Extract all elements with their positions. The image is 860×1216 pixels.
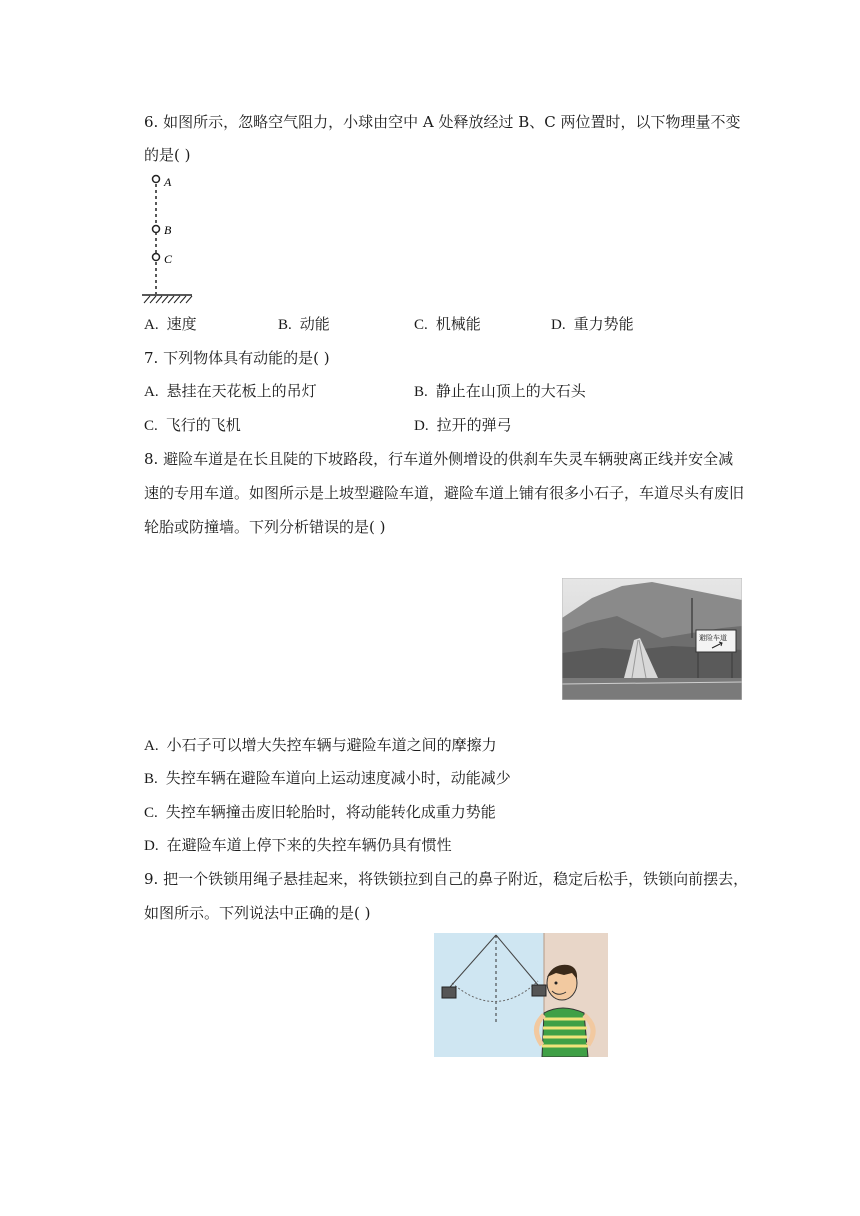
ball-b-marker [153, 226, 160, 233]
q8-option-a[interactable]: A. 小石子可以增大失控车辆与避险车道之间的摩擦力 [144, 736, 497, 754]
q9-stem-line1: 9. 把一个铁锁用绳子悬挂起来，将铁锁拉到自己的鼻子附近，稳定后松手，铁锁向前摆去， [144, 870, 749, 888]
q8-escape-ramp-photo [562, 578, 742, 700]
ramp-sign-text: 避险车道 [699, 634, 727, 642]
q6-option-a[interactable]: A. 速度 [144, 315, 197, 333]
q9-stem-line2: 如图所示。下列说法中正确的是( ) [144, 904, 371, 922]
label-b: B [164, 223, 172, 237]
ball-c-marker [153, 254, 160, 261]
q9-pendulum-lock-illustration [434, 933, 608, 1057]
lock-icon [532, 985, 546, 996]
q7-option-d[interactable]: D. 拉开的弹弓 [414, 416, 512, 434]
q8-option-c[interactable]: C. 失控车辆撞击废旧轮胎时，将动能转化成重力势能 [144, 803, 496, 821]
q8-stem-line1: 8. 避险车道是在长且陡的下坡路段，行车道外侧增设的供刹车失灵车辆驶离正线并安全减 [144, 450, 734, 468]
label-c: C [164, 252, 173, 266]
q7-stem: 7. 下列物体具有动能的是( ) [144, 349, 330, 367]
q7-option-b[interactable]: B. 静止在山顶上的大石头 [414, 382, 586, 400]
lock-icon [442, 987, 456, 998]
label-a: A [164, 175, 172, 189]
q7-option-c[interactable]: C. 飞行的飞机 [144, 416, 241, 434]
q6-option-c[interactable]: C. 机械能 [414, 315, 481, 333]
q6-falling-ball-figure [140, 170, 200, 310]
ground-hatch [144, 296, 192, 303]
q6-stem-line1: 6. 如图所示，忽略空气阻力，小球由空中 A 处释放经过 B、C 两位置时，以下物理量不变 [144, 113, 741, 131]
q6-stem-line2: 的是( ) [144, 146, 191, 164]
q8-option-b[interactable]: B. 失控车辆在避险车道向上运动速度减小时，动能减少 [144, 769, 511, 787]
ball-a-marker [153, 176, 160, 183]
q8-stem-line3: 轮胎或防撞墙。下列分析错误的是( ) [144, 518, 386, 536]
q7-option-a[interactable]: A. 悬挂在天花板上的吊灯 [144, 382, 317, 400]
q6-option-d[interactable]: D. 重力势能 [551, 315, 634, 333]
q8-option-d[interactable]: D. 在避险车道上停下来的失控车辆仍具有惯性 [144, 836, 452, 854]
q8-stem-line2: 速的专用车道。如图所示是上坡型避险车道，避险车道上铺有很多小石子，车道尽头有废旧 [144, 484, 745, 502]
q6-option-b[interactable]: B. 动能 [278, 315, 330, 333]
